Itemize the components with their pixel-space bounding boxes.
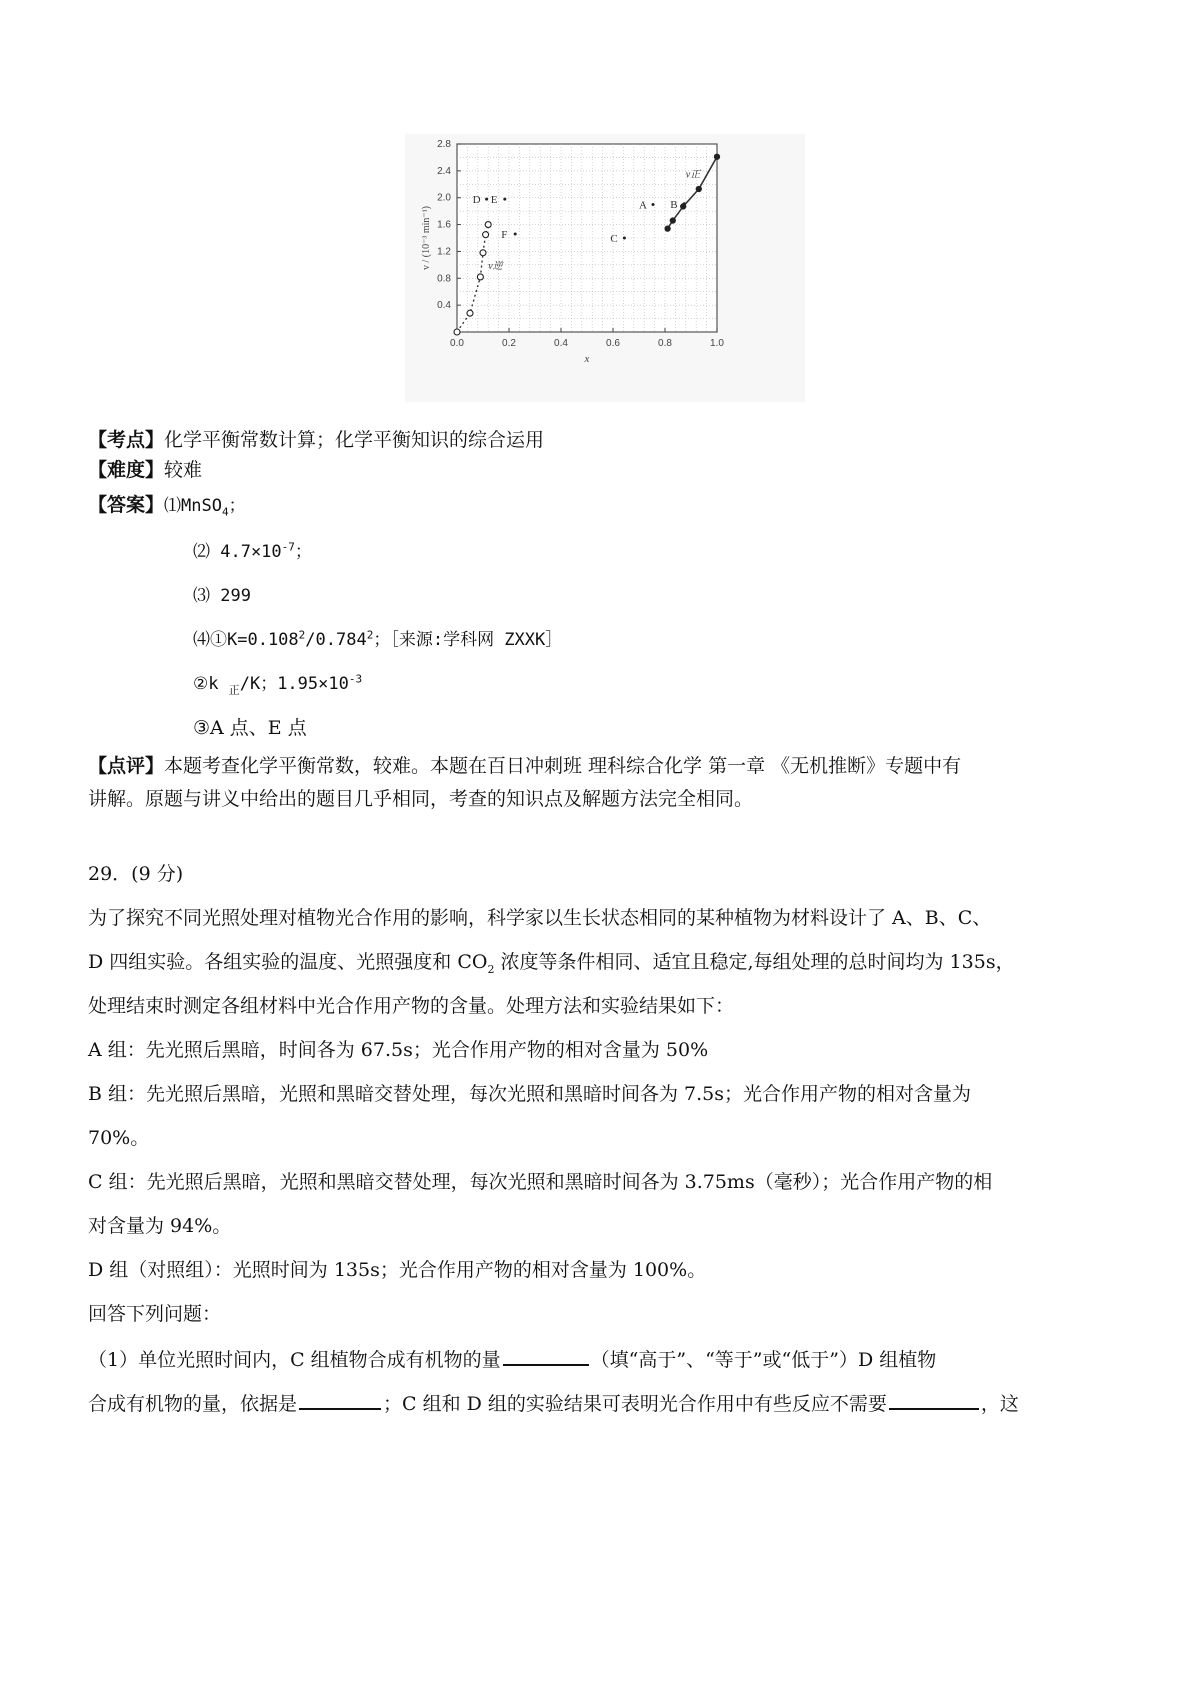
annotation-dot — [485, 198, 488, 201]
blank-2[interactable] — [299, 1390, 381, 1410]
x-axis-label: x — [584, 353, 590, 365]
data-point — [665, 226, 670, 231]
nandu-label: 【难度】 — [88, 459, 165, 481]
x-tick-label: 1.0 — [710, 338, 724, 349]
rate-vs-x-chart — [405, 134, 805, 402]
group-a: A 组：先光照后黑暗，时间各为 67.5s；光合作用产物的相对含量为 50% — [88, 1039, 709, 1061]
data-point — [714, 154, 719, 159]
data-point — [480, 250, 486, 256]
kaodian-text: 化学平衡常数计算；化学平衡知识的综合运用 — [164, 429, 545, 451]
dianping-line-2: 讲解。原题与讲义中给出的题目几乎相同，考查的知识点及解题方法完全相同。 — [88, 788, 754, 810]
intro-line-3: 处理结束时测定各组材料中光合作用产物的含量。处理方法和实验结果如下： — [88, 995, 735, 1017]
answer-prompt: 回答下列问题： — [88, 1303, 222, 1325]
daan-label: 【答案】 — [88, 494, 165, 516]
answer-2: ⑵ $4.7\times 10^{-7}$； — [193, 540, 312, 562]
x-tick-label: 0.4 — [554, 338, 568, 349]
answer-1: ⑴MnSO$_4$； — [164, 496, 246, 519]
annotation-label: F — [501, 229, 508, 241]
data-point — [477, 274, 483, 280]
dianping-label: 【点评】 — [88, 755, 165, 777]
annotation-label: v逆 — [488, 260, 503, 272]
answer-3: ⑶ 299 — [193, 586, 251, 606]
y-tick-label: 1.2 — [437, 246, 451, 258]
annotation-dot — [514, 233, 517, 236]
subquestion-1-line-1: （1）单位光照时间内，C 组植物合成有机物的量 （填“高于”、“等于”或“低于”）D 组植物 — [88, 1346, 936, 1372]
annotation-dot — [503, 198, 506, 201]
nandu-line — [88, 458, 202, 482]
group-c-line-1: C 组：先光照后黑暗，光照和黑暗交替处理，每次光照和黑暗时间各为 3.75ms（毫秒）；光合作用产物的相 — [88, 1171, 993, 1193]
annotation-label: v正 — [685, 169, 701, 181]
daan-line — [88, 493, 246, 518]
x-tick-label: 0.8 — [658, 338, 672, 349]
annotation-label: E — [490, 194, 498, 207]
intro-line-1: 为了探究不同光照处理对植物光合作用的影响，科学家以生长状态相同的某种植物为材料设计了 A、B、C、 — [88, 907, 992, 929]
x-tick-label: 0.2 — [502, 338, 516, 349]
annotation-dot — [652, 203, 655, 206]
data-point — [467, 310, 473, 316]
y-tick-label: 1.6 — [437, 219, 451, 231]
kaodian-label: 【考点】 — [88, 429, 165, 451]
group-d: D 组（对照组）：光照时间为 135s；光合作用产物的相对含量为 100%。 — [88, 1259, 707, 1281]
annotation-dot — [683, 202, 686, 205]
y-axis-label: v / (10⁻³ min⁻¹) — [421, 205, 432, 271]
blank-3[interactable] — [889, 1390, 979, 1410]
annotation-label: D — [472, 194, 481, 207]
data-point — [696, 186, 701, 191]
group-b-line-1: B 组：先光照后黑暗，光照和黑暗交替处理，每次光照和黑暗时间各为 7.5s；光合作用产物的相对含量为 — [88, 1083, 972, 1105]
subquestion-1-line-2: 合成有机物的量，依据是 ；C 组和 D 组的实验结果可表明光合作用中有些反应不需要 ，这 — [88, 1390, 1019, 1416]
answer-5: ②k $_正$/K；$1.95\times 10^{-3}$ — [193, 672, 363, 697]
intro-line-2: D 四组实验。各组实验的温度、光照强度和 $CO_2$ 浓度等条件相同、适宜且稳定,每组处理的总时间均为 135s， — [88, 951, 1015, 976]
y-tick-label: 0.8 — [437, 273, 451, 285]
group-c-line-2: 对含量为 94%。 — [88, 1215, 232, 1237]
y-tick-label: 0.4 — [437, 300, 451, 312]
x-tick-label: 0.0 — [450, 338, 464, 349]
kaodian-line — [88, 428, 544, 452]
answer-6: ③A 点、E 点 — [193, 717, 307, 739]
annotation-label: A — [639, 199, 647, 212]
question-number: 29．(9 分) — [88, 863, 184, 885]
answer-4: $⑷①K=0.108^2/0.784^2$；［来源:学科网 ZXXK］ — [193, 628, 563, 650]
annotation-label: C — [610, 233, 618, 246]
x-tick-label: 0.6 — [606, 338, 620, 349]
data-point — [485, 222, 491, 228]
dianping-line-1: 【点评】本题考查化学平衡常数，较难。本题在百日冲刺班 理科综合化学 第一章 《无机推断》专题中有 — [88, 755, 962, 777]
nandu-text: 较难 — [164, 459, 203, 481]
annotation-dot — [623, 237, 626, 240]
y-tick-label: 2.4 — [437, 165, 451, 177]
annotation-label: B — [670, 198, 678, 211]
data-point — [454, 329, 460, 335]
data-point — [483, 232, 489, 238]
chart-svg — [405, 134, 805, 402]
blank-1[interactable] — [503, 1346, 589, 1366]
y-tick-label: 2.8 — [437, 139, 451, 150]
y-tick-label: 2.0 — [437, 192, 451, 204]
group-b-line-2: 70%。 — [88, 1127, 150, 1149]
data-point — [670, 218, 675, 223]
